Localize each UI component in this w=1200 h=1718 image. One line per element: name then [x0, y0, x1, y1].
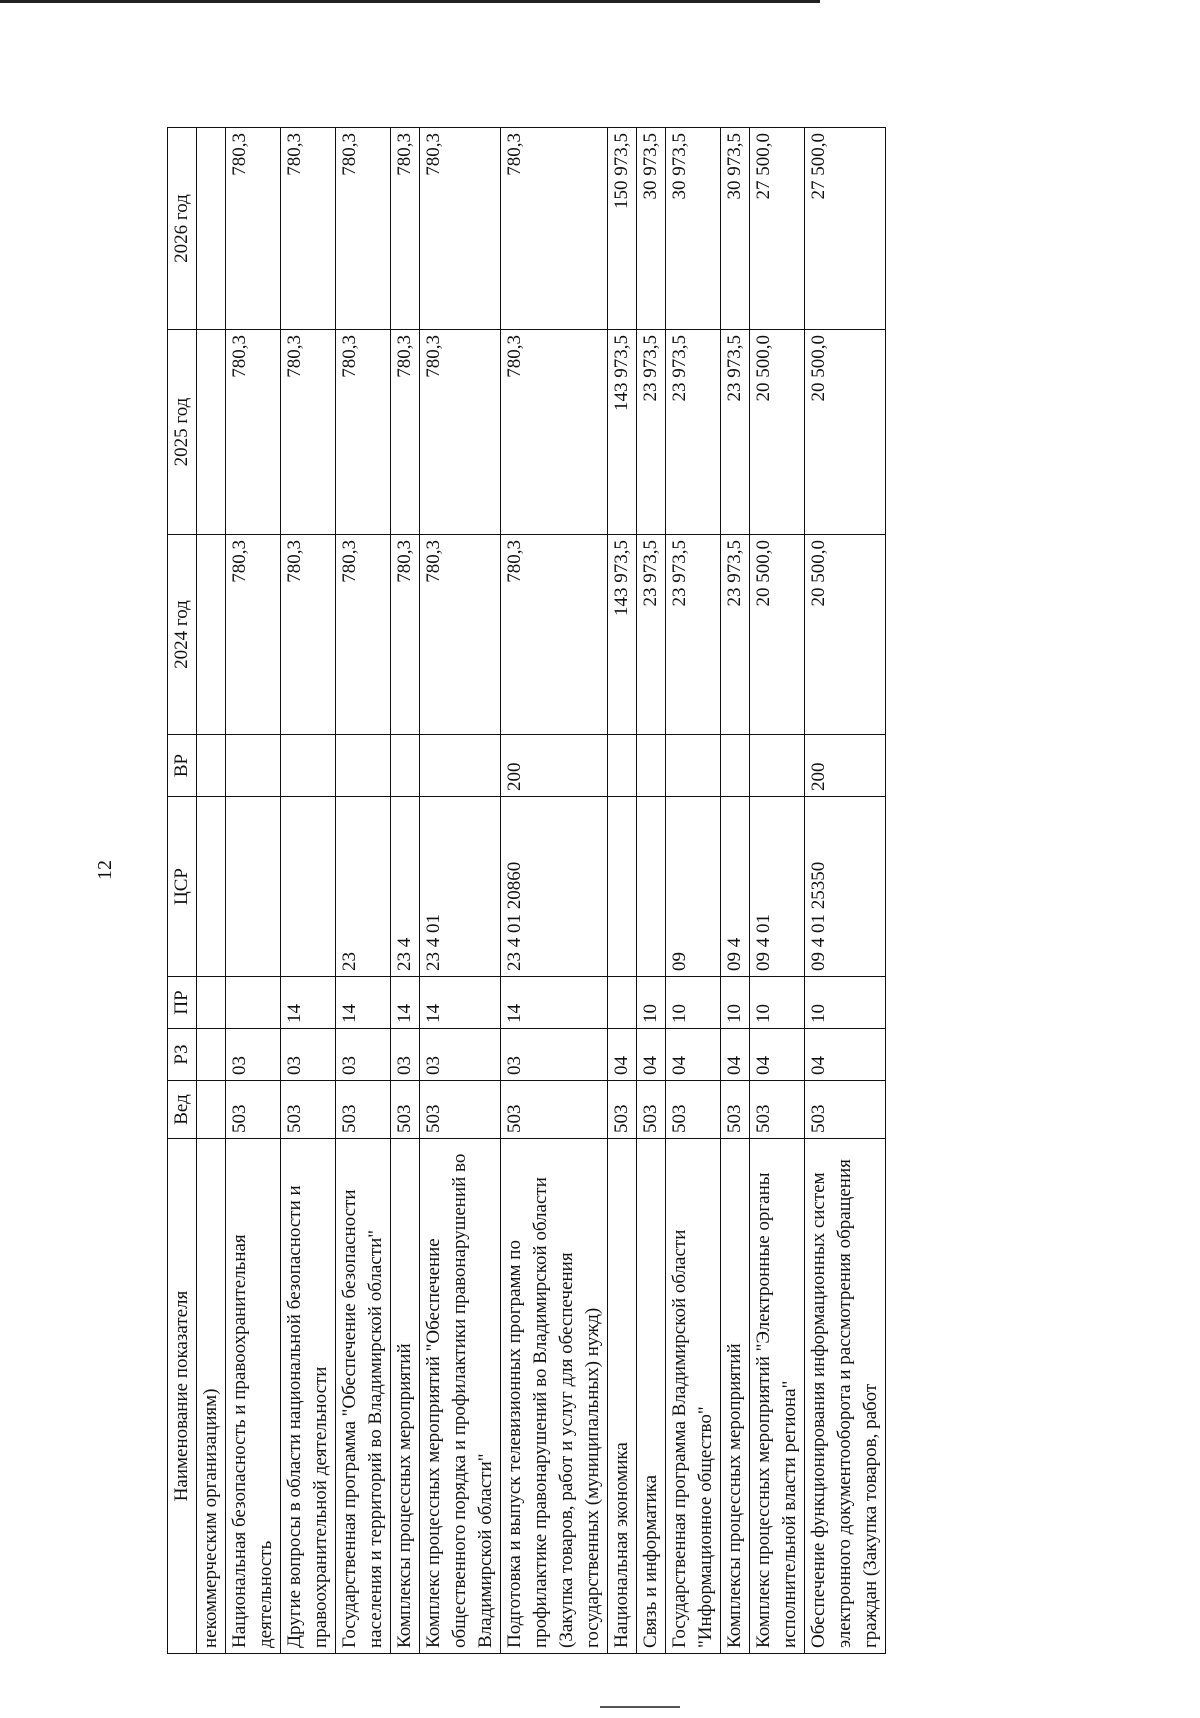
row-name: Комплексы процессных мероприятий	[391, 1139, 420, 1654]
table-row	[281, 128, 336, 1654]
bottom-scan-line	[600, 1706, 680, 1708]
col-header-rz: РЗ	[168, 1029, 197, 1081]
row-rz: 03	[501, 1029, 608, 1081]
row-pr	[197, 977, 226, 1029]
row-vr: 200	[805, 735, 886, 797]
row-2026: 780,3	[501, 128, 608, 330]
row-2026: 780,3	[336, 128, 391, 330]
row-rz: 03	[281, 1029, 336, 1081]
row-2024: 780,3	[501, 535, 608, 735]
row-ved: 503	[666, 1081, 721, 1139]
table-row	[197, 128, 226, 1654]
row-name: Государственная программа "Обеспечение безопасности населения и территорий во Владимирской области"	[336, 1139, 391, 1654]
row-rz: 04	[666, 1029, 721, 1081]
row-2026: 150 973,5	[608, 128, 637, 330]
row-pr: 14	[420, 977, 501, 1029]
row-vr	[608, 735, 637, 797]
row-pr: 10	[721, 977, 750, 1029]
row-2025: 20 500,0	[805, 330, 886, 535]
table-row	[750, 128, 805, 1654]
row-csr: 09 4 01	[750, 797, 805, 977]
row-2025: 143 973,5	[608, 330, 637, 535]
row-vr	[666, 735, 721, 797]
row-rz: 03	[336, 1029, 391, 1081]
row-ved: 503	[637, 1081, 666, 1139]
row-csr: 09 4 01 25350	[805, 797, 886, 977]
row-pr: 10	[750, 977, 805, 1029]
col-header-2026: 2026 год	[168, 128, 197, 330]
row-2026	[197, 128, 226, 330]
row-2026: 780,3	[391, 128, 420, 330]
row-2024: 780,3	[391, 535, 420, 735]
row-name: Подготовка и выпуск телевизионных программ по профилактике правонарушений во Владимирской области (Закупка товаров, работ и услуг для обеспечения государственных (муниципальных) нужд)	[501, 1139, 608, 1654]
row-2024: 23 973,5	[721, 535, 750, 735]
row-2024: 20 500,0	[805, 535, 886, 735]
row-pr	[608, 977, 637, 1029]
table-row	[420, 128, 501, 1654]
row-csr: 09 4	[721, 797, 750, 977]
row-2024: 143 973,5	[608, 535, 637, 735]
row-pr: 14	[281, 977, 336, 1029]
col-header-vr: ВР	[168, 735, 197, 797]
row-vr	[336, 735, 391, 797]
row-ved: 503	[721, 1081, 750, 1139]
row-pr: 14	[391, 977, 420, 1029]
row-rz: 04	[805, 1029, 886, 1081]
row-rz: 03	[420, 1029, 501, 1081]
row-csr	[608, 797, 637, 977]
row-csr: 23 4 01	[420, 797, 501, 977]
table-row	[226, 128, 281, 1654]
row-2026: 30 973,5	[721, 128, 750, 330]
row-rz: 03	[226, 1029, 281, 1081]
row-pr: 10	[666, 977, 721, 1029]
col-header-2024: 2024 год	[168, 535, 197, 735]
budget-table	[167, 127, 886, 1654]
row-2026: 780,3	[420, 128, 501, 330]
row-pr: 14	[336, 977, 391, 1029]
col-header-name: Наименование показателя	[168, 1139, 197, 1654]
table-row	[666, 128, 721, 1654]
row-pr: 10	[637, 977, 666, 1029]
row-2025: 780,3	[391, 330, 420, 535]
row-vr	[637, 735, 666, 797]
table-row	[336, 128, 391, 1654]
row-2024: 23 973,5	[637, 535, 666, 735]
row-vr: 200	[501, 735, 608, 797]
row-ved: 503	[391, 1081, 420, 1139]
row-pr: 14	[501, 977, 608, 1029]
table-header-row	[168, 128, 197, 1654]
row-csr: 23 4 01 20860	[501, 797, 608, 977]
row-2024: 780,3	[226, 535, 281, 735]
row-csr	[197, 797, 226, 977]
row-2025: 780,3	[226, 330, 281, 535]
row-2026: 27 500,0	[750, 128, 805, 330]
row-ved: 503	[608, 1081, 637, 1139]
table-row	[805, 128, 886, 1654]
row-ved	[197, 1081, 226, 1139]
row-vr	[281, 735, 336, 797]
row-rz: 04	[721, 1029, 750, 1081]
row-2025	[197, 330, 226, 535]
row-csr: 23	[336, 797, 391, 977]
table-row	[637, 128, 666, 1654]
row-name: Другие вопросы в области национальной безопасности и правоохранительной деятельности	[281, 1139, 336, 1654]
col-header-pr: ПР	[168, 977, 197, 1029]
row-2025: 23 973,5	[637, 330, 666, 535]
row-2025: 23 973,5	[666, 330, 721, 535]
row-ved: 503	[420, 1081, 501, 1139]
row-name: Национальная экономика	[608, 1139, 637, 1654]
budget-table-sheet	[167, 128, 1135, 1654]
row-2024: 20 500,0	[750, 535, 805, 735]
row-name: Комплекс процессных мероприятий "Обеспечение общественного порядка и профилактики правонарушений во Владимирской области"	[420, 1139, 501, 1654]
row-name: Комплекс процессных мероприятий "Электронные органы исполнительной власти региона"	[750, 1139, 805, 1654]
row-vr	[420, 735, 501, 797]
row-ved: 503	[336, 1081, 391, 1139]
row-vr	[721, 735, 750, 797]
row-vr	[226, 735, 281, 797]
row-name: некоммерческим организациям)	[197, 1139, 226, 1654]
row-pr	[226, 977, 281, 1029]
row-ved: 503	[501, 1081, 608, 1139]
row-pr: 10	[805, 977, 886, 1029]
row-rz: 03	[391, 1029, 420, 1081]
row-2024: 780,3	[281, 535, 336, 735]
row-rz: 04	[637, 1029, 666, 1081]
row-2024: 23 973,5	[666, 535, 721, 735]
page-number: 12	[94, 860, 116, 880]
row-name: Комплексы процессных мероприятий	[721, 1139, 750, 1654]
col-header-2025: 2025 год	[168, 330, 197, 535]
top-border-line	[0, 0, 820, 3]
row-2024: 780,3	[336, 535, 391, 735]
row-name: Национальная безопасность и правоохранительная деятельность	[226, 1139, 281, 1654]
row-name: Связь и информатика	[637, 1139, 666, 1654]
row-2025: 780,3	[336, 330, 391, 535]
row-ved: 503	[805, 1081, 886, 1139]
table-row	[391, 128, 420, 1654]
row-vr	[197, 735, 226, 797]
row-vr	[391, 735, 420, 797]
row-2026: 30 973,5	[666, 128, 721, 330]
row-ved: 503	[281, 1081, 336, 1139]
row-2026: 30 973,5	[637, 128, 666, 330]
row-csr: 23 4	[391, 797, 420, 977]
row-ved: 503	[750, 1081, 805, 1139]
table-row	[501, 128, 608, 1654]
row-2024	[197, 535, 226, 735]
row-csr	[281, 797, 336, 977]
row-vr	[750, 735, 805, 797]
row-name: Государственная программа Владимирской области "Информационное общество"	[666, 1139, 721, 1654]
col-header-csr: ЦСР	[168, 797, 197, 977]
row-rz	[197, 1029, 226, 1081]
row-name: Обеспечение функционирования информационных систем электронного документооборота и рассмотрения обращения граждан (Закупка товаров, работ	[805, 1139, 886, 1654]
row-2025: 20 500,0	[750, 330, 805, 535]
row-csr	[226, 797, 281, 977]
table-row	[608, 128, 637, 1654]
row-ved: 503	[226, 1081, 281, 1139]
row-2025: 23 973,5	[721, 330, 750, 535]
row-rz: 04	[608, 1029, 637, 1081]
col-header-ved: Вед	[168, 1081, 197, 1139]
table-row	[721, 128, 750, 1654]
row-2024: 780,3	[420, 535, 501, 735]
row-2026: 27 500,0	[805, 128, 886, 330]
row-csr	[637, 797, 666, 977]
row-2026: 780,3	[226, 128, 281, 330]
row-2025: 780,3	[281, 330, 336, 535]
row-rz: 04	[750, 1029, 805, 1081]
row-2025: 780,3	[501, 330, 608, 535]
row-csr: 09	[666, 797, 721, 977]
row-2025: 780,3	[420, 330, 501, 535]
row-2026: 780,3	[281, 128, 336, 330]
